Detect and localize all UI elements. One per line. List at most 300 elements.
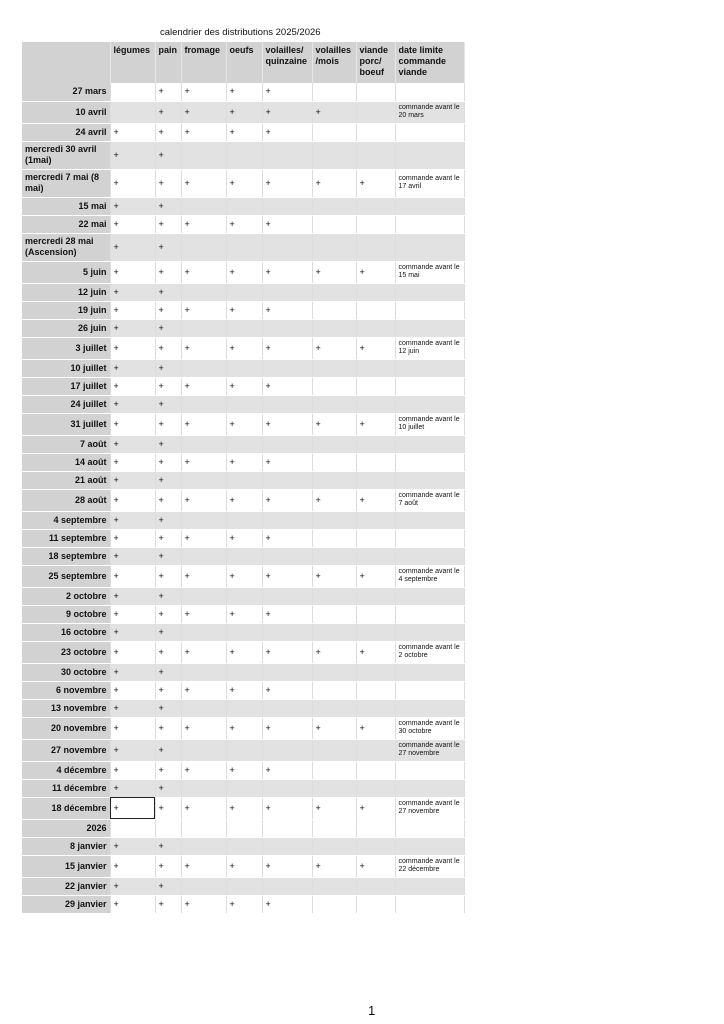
cell-fromage[interactable] [181, 395, 226, 413]
cell-volailles-mois[interactable] [312, 123, 356, 141]
cell-legumes[interactable]: + [110, 453, 155, 471]
cell-volailles-mois[interactable] [312, 233, 356, 261]
cell-oeufs[interactable]: + [226, 377, 262, 395]
cell-date[interactable]: 5 juin [22, 261, 110, 283]
column-header-viande[interactable]: viande porc/ boeuf [356, 42, 395, 83]
cell-date-limite[interactable] [395, 761, 464, 779]
cell-legumes[interactable]: + [110, 837, 155, 855]
cell-volailles-quinzaine[interactable] [262, 699, 312, 717]
cell-date-limite[interactable] [395, 587, 464, 605]
cell-viande[interactable] [356, 101, 395, 123]
cell-date-limite[interactable] [395, 471, 464, 489]
cell-viande[interactable]: + [356, 261, 395, 283]
cell-volailles-quinzaine[interactable]: + [262, 337, 312, 359]
cell-pain[interactable]: + [155, 605, 181, 623]
cell-oeufs[interactable]: + [226, 453, 262, 471]
cell-pain[interactable]: + [155, 337, 181, 359]
cell-viande[interactable]: + [356, 717, 395, 739]
cell-date[interactable]: 26 juin [22, 319, 110, 337]
cell-volailles-quinzaine[interactable] [262, 283, 312, 301]
cell-pain[interactable]: + [155, 261, 181, 283]
cell-viande[interactable] [356, 471, 395, 489]
cell-volailles-quinzaine[interactable]: + [262, 489, 312, 511]
cell-viande[interactable]: + [356, 565, 395, 587]
cell-fromage[interactable] [181, 435, 226, 453]
cell-legumes[interactable]: + [110, 283, 155, 301]
cell-pain[interactable] [155, 819, 181, 837]
cell-fromage[interactable] [181, 197, 226, 215]
cell-viande[interactable]: + [356, 337, 395, 359]
cell-volailles-mois[interactable] [312, 819, 356, 837]
cell-legumes[interactable]: + [110, 855, 155, 877]
cell-legumes[interactable]: + [110, 663, 155, 681]
cell-oeufs[interactable] [226, 663, 262, 681]
cell-pain[interactable]: + [155, 717, 181, 739]
cell-volailles-mois[interactable] [312, 761, 356, 779]
cell-pain[interactable]: + [155, 435, 181, 453]
cell-fromage[interactable]: + [181, 261, 226, 283]
cell-fromage[interactable]: + [181, 641, 226, 663]
cell-fromage[interactable]: + [181, 761, 226, 779]
cell-volailles-mois[interactable]: + [312, 855, 356, 877]
cell-volailles-mois[interactable]: + [312, 261, 356, 283]
cell-date[interactable]: mercredi 28 mai (Ascension) [22, 233, 110, 261]
cell-pain[interactable]: + [155, 623, 181, 641]
cell-date[interactable]: 19 juin [22, 301, 110, 319]
cell-viande[interactable] [356, 819, 395, 837]
cell-date-limite[interactable]: commande avant le 10 juillet [395, 413, 464, 435]
cell-oeufs[interactable]: + [226, 641, 262, 663]
cell-fromage[interactable] [181, 547, 226, 565]
cell-date-limite[interactable] [395, 141, 464, 169]
cell-oeufs[interactable] [226, 587, 262, 605]
cell-date-limite[interactable] [395, 529, 464, 547]
cell-date[interactable]: 24 juillet [22, 395, 110, 413]
cell-date[interactable]: 4 septembre [22, 511, 110, 529]
cell-fromage[interactable] [181, 283, 226, 301]
cell-date[interactable]: 15 janvier [22, 855, 110, 877]
column-header-volailles-mois[interactable]: volailles /mois [312, 42, 356, 83]
cell-legumes[interactable]: + [110, 587, 155, 605]
cell-legumes[interactable]: + [110, 489, 155, 511]
cell-pain[interactable]: + [155, 837, 181, 855]
cell-date[interactable]: 3 juillet [22, 337, 110, 359]
cell-volailles-mois[interactable] [312, 587, 356, 605]
cell-legumes[interactable]: + [110, 797, 155, 819]
cell-legumes[interactable]: + [110, 761, 155, 779]
cell-date[interactable]: 21 août [22, 471, 110, 489]
cell-oeufs[interactable]: + [226, 301, 262, 319]
cell-date[interactable]: 24 avril [22, 123, 110, 141]
cell-date-limite[interactable] [395, 837, 464, 855]
cell-legumes[interactable]: + [110, 395, 155, 413]
cell-date[interactable]: 6 novembre [22, 681, 110, 699]
cell-date[interactable]: 11 septembre [22, 529, 110, 547]
cell-volailles-mois[interactable] [312, 283, 356, 301]
cell-viande[interactable] [356, 359, 395, 377]
cell-pain[interactable]: + [155, 141, 181, 169]
cell-pain[interactable]: + [155, 547, 181, 565]
cell-fromage[interactable]: + [181, 337, 226, 359]
cell-volailles-mois[interactable] [312, 511, 356, 529]
cell-volailles-quinzaine[interactable]: + [262, 261, 312, 283]
cell-pain[interactable]: + [155, 471, 181, 489]
cell-viande[interactable] [356, 623, 395, 641]
cell-fromage[interactable] [181, 663, 226, 681]
cell-fromage[interactable]: + [181, 855, 226, 877]
cell-oeufs[interactable] [226, 319, 262, 337]
cell-pain[interactable]: + [155, 587, 181, 605]
cell-date-limite[interactable] [395, 605, 464, 623]
cell-viande[interactable] [356, 511, 395, 529]
cell-fromage[interactable]: + [181, 895, 226, 913]
cell-oeufs[interactable]: + [226, 717, 262, 739]
cell-date[interactable]: 9 octobre [22, 605, 110, 623]
cell-oeufs[interactable]: + [226, 83, 262, 101]
cell-volailles-quinzaine[interactable]: + [262, 529, 312, 547]
cell-date[interactable]: 12 juin [22, 283, 110, 301]
cell-viande[interactable] [356, 761, 395, 779]
cell-volailles-mois[interactable] [312, 83, 356, 101]
cell-oeufs[interactable]: + [226, 337, 262, 359]
column-header-date-limite[interactable]: date limite commande viande [395, 42, 464, 83]
cell-fromage[interactable] [181, 739, 226, 761]
cell-date-limite[interactable] [395, 453, 464, 471]
cell-fromage[interactable]: + [181, 301, 226, 319]
cell-volailles-mois[interactable] [312, 877, 356, 895]
cell-date[interactable]: 15 mai [22, 197, 110, 215]
cell-oeufs[interactable] [226, 819, 262, 837]
cell-volailles-mois[interactable] [312, 197, 356, 215]
cell-volailles-quinzaine[interactable] [262, 197, 312, 215]
cell-pain[interactable]: + [155, 855, 181, 877]
cell-fromage[interactable]: + [181, 681, 226, 699]
cell-legumes[interactable]: + [110, 699, 155, 717]
cell-oeufs[interactable]: + [226, 761, 262, 779]
cell-volailles-mois[interactable] [312, 681, 356, 699]
cell-pain[interactable]: + [155, 641, 181, 663]
cell-viande[interactable] [356, 377, 395, 395]
cell-volailles-quinzaine[interactable] [262, 435, 312, 453]
cell-oeufs[interactable]: + [226, 797, 262, 819]
column-header-oeufs[interactable]: oeufs [226, 42, 262, 83]
cell-oeufs[interactable] [226, 547, 262, 565]
cell-volailles-mois[interactable]: + [312, 337, 356, 359]
cell-legumes[interactable] [110, 83, 155, 101]
cell-volailles-quinzaine[interactable] [262, 395, 312, 413]
cell-pain[interactable]: + [155, 779, 181, 797]
cell-legumes[interactable]: + [110, 141, 155, 169]
cell-date-limite[interactable]: commande avant le 20 mars [395, 101, 464, 123]
cell-date-limite[interactable]: commande avant le 15 mai [395, 261, 464, 283]
cell-date-limite[interactable] [395, 395, 464, 413]
cell-volailles-mois[interactable] [312, 529, 356, 547]
cell-date-limite[interactable]: commande avant le 30 octobre [395, 717, 464, 739]
cell-fromage[interactable]: + [181, 717, 226, 739]
cell-volailles-quinzaine[interactable] [262, 233, 312, 261]
cell-date[interactable]: 20 novembre [22, 717, 110, 739]
cell-legumes[interactable]: + [110, 605, 155, 623]
cell-date[interactable]: mercredi 30 avril (1mai) [22, 141, 110, 169]
cell-viande[interactable]: + [356, 489, 395, 511]
cell-volailles-quinzaine[interactable]: + [262, 855, 312, 877]
cell-viande[interactable] [356, 681, 395, 699]
cell-legumes[interactable]: + [110, 197, 155, 215]
cell-date-limite[interactable] [395, 895, 464, 913]
cell-date-limite[interactable] [395, 197, 464, 215]
cell-date-limite[interactable] [395, 301, 464, 319]
cell-pain[interactable]: + [155, 395, 181, 413]
cell-volailles-mois[interactable] [312, 779, 356, 797]
cell-legumes[interactable]: + [110, 377, 155, 395]
cell-viande[interactable]: + [356, 413, 395, 435]
cell-legumes[interactable]: + [110, 511, 155, 529]
cell-date[interactable]: 29 janvier [22, 895, 110, 913]
cell-legumes[interactable]: + [110, 233, 155, 261]
cell-oeufs[interactable]: + [226, 123, 262, 141]
cell-fromage[interactable] [181, 471, 226, 489]
cell-date-limite[interactable] [395, 83, 464, 101]
cell-oeufs[interactable]: + [226, 529, 262, 547]
cell-oeufs[interactable] [226, 699, 262, 717]
cell-viande[interactable] [356, 779, 395, 797]
column-header-date[interactable] [22, 42, 110, 83]
cell-viande[interactable] [356, 123, 395, 141]
cell-viande[interactable] [356, 435, 395, 453]
cell-volailles-quinzaine[interactable] [262, 837, 312, 855]
cell-pain[interactable]: + [155, 169, 181, 197]
cell-pain[interactable]: + [155, 529, 181, 547]
cell-oeufs[interactable] [226, 435, 262, 453]
cell-pain[interactable]: + [155, 895, 181, 913]
cell-viande[interactable] [356, 877, 395, 895]
cell-oeufs[interactable] [226, 197, 262, 215]
cell-volailles-quinzaine[interactable]: + [262, 101, 312, 123]
cell-viande[interactable] [356, 283, 395, 301]
cell-pain[interactable]: + [155, 681, 181, 699]
cell-date[interactable]: 13 novembre [22, 699, 110, 717]
cell-volailles-mois[interactable] [312, 837, 356, 855]
cell-viande[interactable] [356, 141, 395, 169]
cell-viande[interactable] [356, 739, 395, 761]
cell-date[interactable]: 23 octobre [22, 641, 110, 663]
cell-volailles-quinzaine[interactable]: + [262, 605, 312, 623]
cell-oeufs[interactable]: + [226, 681, 262, 699]
cell-oeufs[interactable] [226, 283, 262, 301]
cell-date[interactable]: 22 mai [22, 215, 110, 233]
cell-fromage[interactable] [181, 779, 226, 797]
cell-volailles-mois[interactable]: + [312, 169, 356, 197]
cell-oeufs[interactable]: + [226, 413, 262, 435]
cell-date[interactable]: 17 juillet [22, 377, 110, 395]
cell-viande[interactable]: + [356, 641, 395, 663]
cell-volailles-quinzaine[interactable]: + [262, 895, 312, 913]
cell-date-limite[interactable] [395, 511, 464, 529]
cell-volailles-mois[interactable] [312, 319, 356, 337]
cell-viande[interactable] [356, 529, 395, 547]
cell-pain[interactable]: + [155, 797, 181, 819]
cell-date[interactable]: 11 décembre [22, 779, 110, 797]
cell-pain[interactable]: + [155, 215, 181, 233]
cell-fromage[interactable]: + [181, 565, 226, 587]
column-header-volailles-quinzaine[interactable]: volailles/ quinzaine [262, 42, 312, 83]
cell-date-limite[interactable] [395, 123, 464, 141]
cell-pain[interactable]: + [155, 699, 181, 717]
cell-oeufs[interactable] [226, 359, 262, 377]
cell-date-limite[interactable] [395, 699, 464, 717]
cell-oeufs[interactable] [226, 623, 262, 641]
column-header-fromage[interactable]: fromage [181, 42, 226, 83]
cell-fromage[interactable] [181, 141, 226, 169]
cell-fromage[interactable]: + [181, 377, 226, 395]
cell-oeufs[interactable]: + [226, 261, 262, 283]
cell-pain[interactable]: + [155, 101, 181, 123]
cell-legumes[interactable]: + [110, 681, 155, 699]
cell-legumes[interactable]: + [110, 779, 155, 797]
cell-date[interactable]: 7 août [22, 435, 110, 453]
cell-volailles-mois[interactable] [312, 663, 356, 681]
cell-fromage[interactable]: + [181, 453, 226, 471]
cell-date-limite[interactable] [395, 319, 464, 337]
cell-date[interactable]: 4 décembre [22, 761, 110, 779]
cell-pain[interactable]: + [155, 319, 181, 337]
cell-viande[interactable] [356, 233, 395, 261]
cell-pain[interactable]: + [155, 489, 181, 511]
cell-volailles-mois[interactable] [312, 895, 356, 913]
cell-oeufs[interactable] [226, 837, 262, 855]
cell-fromage[interactable]: + [181, 83, 226, 101]
cell-legumes[interactable]: + [110, 641, 155, 663]
cell-pain[interactable]: + [155, 413, 181, 435]
cell-pain[interactable]: + [155, 359, 181, 377]
cell-date-limite[interactable] [395, 819, 464, 837]
cell-viande[interactable] [356, 83, 395, 101]
cell-fromage[interactable]: + [181, 529, 226, 547]
cell-pain[interactable]: + [155, 565, 181, 587]
cell-pain[interactable]: + [155, 739, 181, 761]
cell-legumes[interactable] [110, 819, 155, 837]
cell-oeufs[interactable]: + [226, 169, 262, 197]
cell-fromage[interactable]: + [181, 123, 226, 141]
cell-viande[interactable] [356, 663, 395, 681]
cell-pain[interactable]: + [155, 663, 181, 681]
cell-volailles-quinzaine[interactable]: + [262, 215, 312, 233]
cell-pain[interactable]: + [155, 197, 181, 215]
cell-date-limite[interactable] [395, 681, 464, 699]
cell-legumes[interactable]: + [110, 717, 155, 739]
cell-date-limite[interactable]: commande avant le 17 avril [395, 169, 464, 197]
cell-oeufs[interactable] [226, 141, 262, 169]
cell-volailles-quinzaine[interactable]: + [262, 301, 312, 319]
column-header-legumes[interactable]: légumes [110, 42, 155, 83]
cell-fromage[interactable]: + [181, 605, 226, 623]
cell-date[interactable]: 10 avril [22, 101, 110, 123]
cell-legumes[interactable]: + [110, 123, 155, 141]
cell-date-limite[interactable] [395, 283, 464, 301]
cell-viande[interactable] [356, 699, 395, 717]
cell-volailles-mois[interactable] [312, 699, 356, 717]
cell-legumes[interactable]: + [110, 413, 155, 435]
cell-date[interactable]: 30 octobre [22, 663, 110, 681]
cell-legumes[interactable]: + [110, 739, 155, 761]
cell-viande[interactable] [356, 319, 395, 337]
cell-fromage[interactable]: + [181, 413, 226, 435]
cell-oeufs[interactable] [226, 233, 262, 261]
cell-oeufs[interactable]: + [226, 605, 262, 623]
cell-legumes[interactable]: + [110, 301, 155, 319]
cell-date-limite[interactable]: commande avant le 7 août [395, 489, 464, 511]
cell-date-limite[interactable]: commande avant le 2 octobre [395, 641, 464, 663]
cell-fromage[interactable]: + [181, 215, 226, 233]
cell-volailles-quinzaine[interactable]: + [262, 565, 312, 587]
cell-volailles-quinzaine[interactable] [262, 663, 312, 681]
cell-oeufs[interactable] [226, 395, 262, 413]
cell-volailles-quinzaine[interactable]: + [262, 717, 312, 739]
cell-date[interactable]: 27 novembre [22, 739, 110, 761]
cell-volailles-mois[interactable] [312, 359, 356, 377]
cell-volailles-quinzaine[interactable] [262, 779, 312, 797]
cell-date[interactable]: 14 août [22, 453, 110, 471]
cell-date-limite[interactable]: commande avant le 27 novembre [395, 797, 464, 819]
cell-legumes[interactable]: + [110, 359, 155, 377]
cell-volailles-mois[interactable] [312, 377, 356, 395]
cell-pain[interactable]: + [155, 233, 181, 261]
cell-date[interactable]: 27 mars [22, 83, 110, 101]
cell-date[interactable]: 22 janvier [22, 877, 110, 895]
cell-fromage[interactable] [181, 359, 226, 377]
cell-pain[interactable]: + [155, 761, 181, 779]
cell-legumes[interactable]: + [110, 169, 155, 197]
cell-oeufs[interactable]: + [226, 215, 262, 233]
cell-volailles-quinzaine[interactable]: + [262, 641, 312, 663]
cell-oeufs[interactable] [226, 471, 262, 489]
cell-date-limite[interactable] [395, 547, 464, 565]
cell-date[interactable]: mercredi 7 mai (8 mai) [22, 169, 110, 197]
cell-fromage[interactable] [181, 837, 226, 855]
cell-date-limite[interactable]: commande avant le 22 décembre [395, 855, 464, 877]
cell-legumes[interactable]: + [110, 877, 155, 895]
cell-date-limite[interactable] [395, 377, 464, 395]
cell-date[interactable]: 16 octobre [22, 623, 110, 641]
cell-fromage[interactable]: + [181, 169, 226, 197]
cell-legumes[interactable]: + [110, 471, 155, 489]
cell-fromage[interactable] [181, 623, 226, 641]
cell-viande[interactable] [356, 197, 395, 215]
cell-pain[interactable]: + [155, 301, 181, 319]
cell-volailles-quinzaine[interactable] [262, 819, 312, 837]
cell-viande[interactable] [356, 453, 395, 471]
cell-legumes[interactable]: + [110, 319, 155, 337]
cell-date-limite[interactable] [395, 877, 464, 895]
cell-volailles-mois[interactable] [312, 301, 356, 319]
cell-fromage[interactable] [181, 233, 226, 261]
cell-volailles-quinzaine[interactable] [262, 877, 312, 895]
cell-viande[interactable] [356, 587, 395, 605]
cell-viande[interactable] [356, 895, 395, 913]
cell-fromage[interactable] [181, 877, 226, 895]
cell-volailles-mois[interactable] [312, 605, 356, 623]
cell-volailles-quinzaine[interactable] [262, 319, 312, 337]
cell-volailles-mois[interactable] [312, 453, 356, 471]
cell-volailles-quinzaine[interactable] [262, 587, 312, 605]
cell-oeufs[interactable]: + [226, 101, 262, 123]
cell-legumes[interactable]: + [110, 337, 155, 359]
cell-volailles-mois[interactable] [312, 395, 356, 413]
cell-volailles-quinzaine[interactable]: + [262, 797, 312, 819]
cell-fromage[interactable]: + [181, 797, 226, 819]
cell-date-limite[interactable]: commande avant le 4 septembre [395, 565, 464, 587]
cell-volailles-mois[interactable] [312, 435, 356, 453]
